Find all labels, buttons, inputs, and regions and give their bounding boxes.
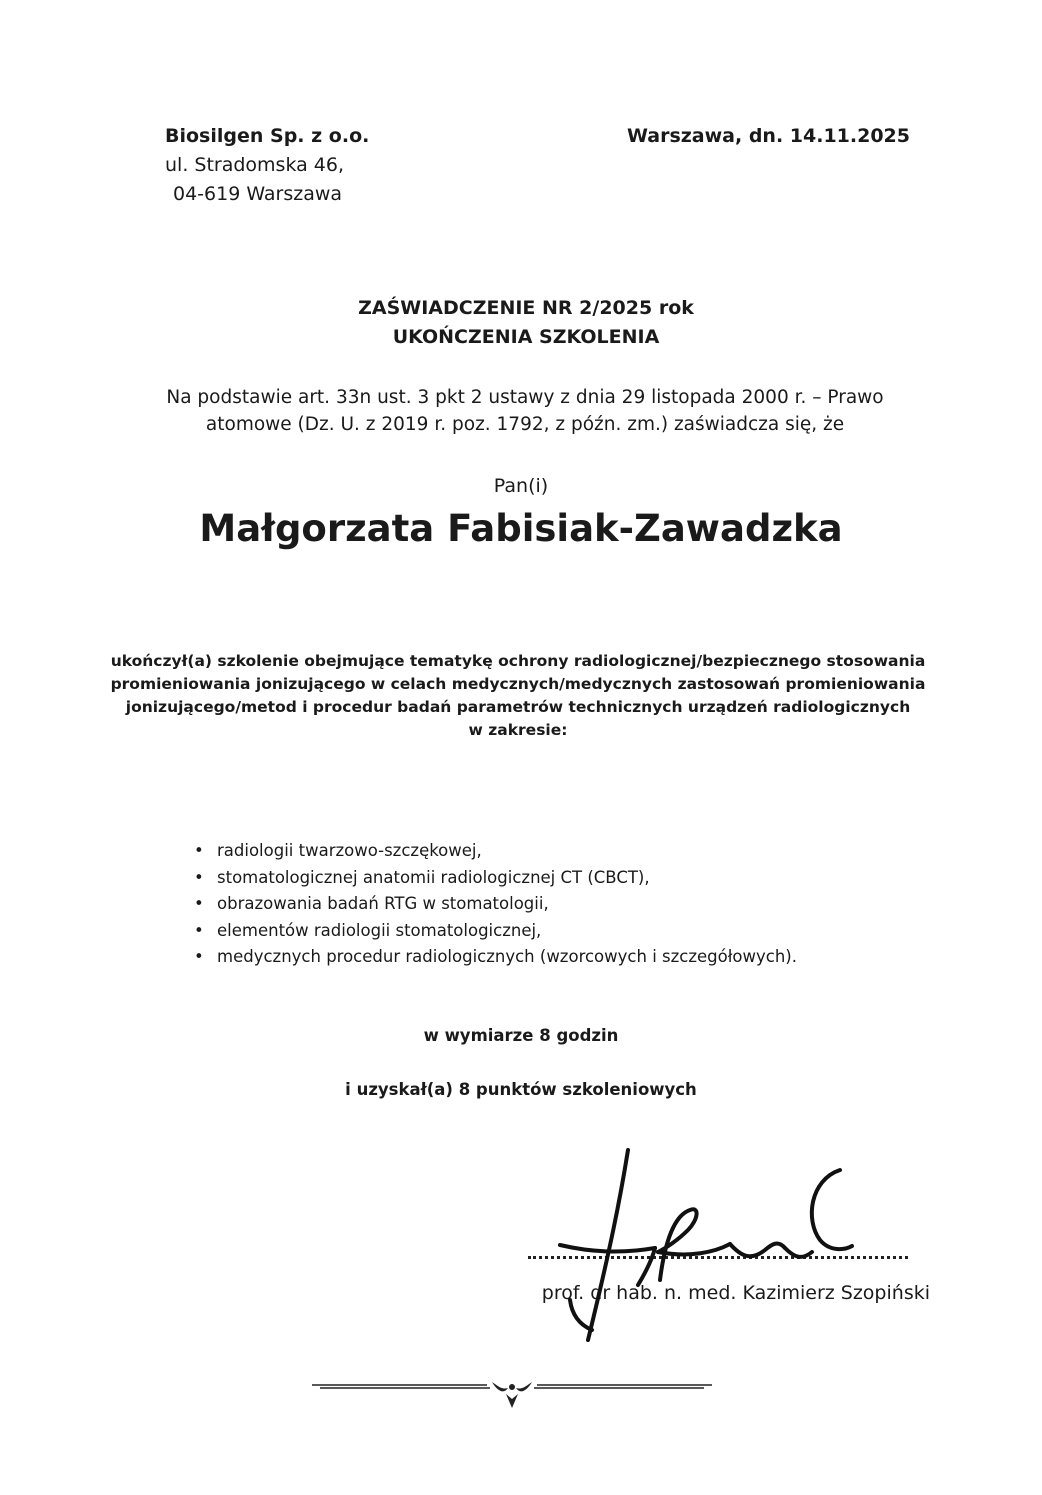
topic-text: obrazowania badań RTG w stomatologii, bbox=[217, 894, 549, 913]
handwritten-signature bbox=[540, 1140, 900, 1350]
legal-basis-line1: Na podstawie art. 33n ust. 3 pkt 2 ustawy z dnia 29 listopada 2000 r. – Prawo bbox=[166, 387, 884, 408]
list-item bbox=[192, 891, 892, 918]
bullet-icon: • bbox=[194, 841, 204, 860]
list-item bbox=[192, 865, 892, 892]
person-name: Małgorzata Fabisiak-Zawadzka bbox=[199, 507, 843, 550]
topic-text: stomatologicznej anatomii radiologicznej CT (CBCT), bbox=[217, 867, 650, 887]
topic-text: medycznych procedur radiologicznych (wzorcowych i szczegółowych). bbox=[217, 947, 797, 966]
decorative-ornament-icon bbox=[312, 1374, 712, 1414]
legal-basis-line2: atomowe (Dz. U. z 2019 r. poz. 1792, z późn. zm.) zaświadcza się, że bbox=[205, 414, 845, 435]
bullet-icon: • bbox=[194, 920, 204, 940]
list-item bbox=[192, 918, 892, 945]
bullet-icon: • bbox=[194, 867, 204, 887]
completion-line1: ukończył(a) szkolenie obejmujące tematykę ochrony radiologicznej/bezpiecznego stosowania bbox=[110, 652, 926, 670]
topics-list bbox=[192, 838, 892, 971]
issuer-street: ul. Stradomska 46, bbox=[165, 154, 345, 176]
list-item bbox=[192, 944, 892, 971]
issuer-address bbox=[165, 122, 369, 209]
training-duration: w wymiarze 8 godzin bbox=[423, 1026, 619, 1045]
completion-statement bbox=[100, 650, 936, 742]
completion-line2: promieniowania jonizującego w celach medycznych/medycznych zastosowań promieniowania bbox=[110, 675, 926, 693]
bullet-icon: • bbox=[194, 947, 204, 966]
topic-text: radiologii twarzowo-szczękowej, bbox=[217, 841, 482, 860]
bullet-icon: • bbox=[194, 894, 204, 913]
legal-basis bbox=[140, 384, 910, 438]
certificate-title bbox=[0, 294, 1042, 352]
issuer-city: 04-619 Warszawa bbox=[173, 183, 343, 205]
completion-line4: w zakresie: bbox=[468, 721, 568, 739]
signatory-name: prof. dr hab. n. med. Kazimierz Szopiński bbox=[541, 1282, 930, 1304]
issuer-name: Biosilgen Sp. z o.o. bbox=[165, 125, 370, 147]
topic-text: elementów radiologii stomatologicznej, bbox=[217, 920, 542, 940]
salutation: Pan(i) bbox=[493, 475, 549, 497]
training-points: i uzyskał(a) 8 punktów szkoleniowych bbox=[345, 1080, 697, 1099]
list-item bbox=[192, 838, 892, 865]
place-date: Warszawa, dn. 14.11.2025 bbox=[626, 125, 910, 147]
certificate-title-line1: ZAŚWIADCZENIE NR 2/2025 rok bbox=[358, 297, 694, 319]
certificate-title-line2: UKOŃCZENIA SZKOLENIA bbox=[392, 326, 660, 348]
completion-line3: jonizującego/metod i procedur badań parametrów technicznych urządzeń radiologicznych bbox=[125, 698, 911, 716]
